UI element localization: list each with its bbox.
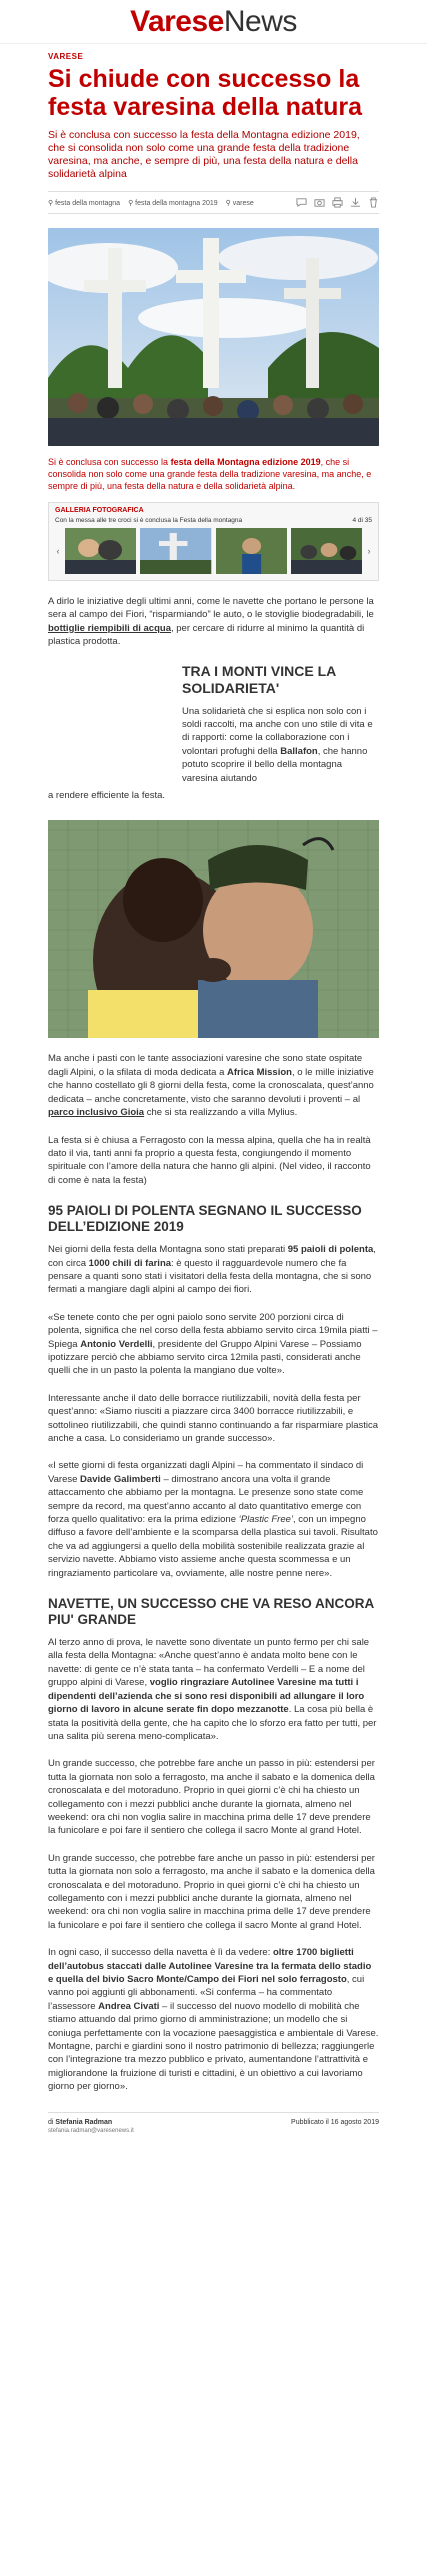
pull-title: TRA I MONTI VINCE LA SOLIDARIETA' bbox=[182, 662, 336, 696]
published-date: Pubblicato il 16 agosto 2019 bbox=[291, 2118, 379, 2126]
pull-spacer bbox=[48, 663, 168, 785]
paragraph-passo-in-piu-2: Un grande successo, che potrebbe fare anche un passo in più: estendersi per tutta la giornata non solo a ferragosto, ma anche il sabato e la domenica della cronoscalata e del motoraduno. Proprio in quei giorni c’è chi ha chiesto un collegamento con i mezzi pubblici anche durante la giornata, almeno nel weekend: ora chi non voglia salire in macchina prima delle 17 deve prendere la funicolare e poi fare il sentiero che collega il sacro Monte al grand Hotel. bbox=[48, 1852, 375, 1931]
image-alpine-hug bbox=[48, 820, 379, 1038]
gallery-counter: 4 di 35 bbox=[352, 517, 372, 524]
paragraph-galimberti: «I sette giorni di festa organizzati dagli Alpini – ha commentato il sindaco di Varese Davide Galimberti – dimostrano ancora una volta il grande attaccamento che abbiamo per la montagna. Le presenze sono state come sempre da record, ma quest’anno accanto al dato quantitativo emerge con forza quello qualitativo: era la prima edizione ‘Plastic Free’, con un impegno diffuso a favore dell’ambiente e la scomparsa della plastica sui tavoli. Risultato che va ad aggiungersi a quello della mobilità sostenibile realizzata grazie al servizio navette. Abbiamo visto assieme anche questa scommessa e un ringraziamento particolare va, ovviamente, alle nostre penne nere». bbox=[48, 1460, 378, 1579]
article-lead: Si è conclusa con successo la festa della Montagna edizione 2019, che si consolida non solo come una grande festa della tradizione varesina, ma anche, e sempre di più, una festa della natura e della solidarietà alpina bbox=[48, 129, 360, 180]
article-category[interactable]: VARESE bbox=[48, 52, 84, 61]
tag-item[interactable]: ⚲ festa della montagna bbox=[48, 199, 121, 207]
pull-text: Una solidarietà che si esplica non solo con i soldi raccolti, ma anche con uno stile di vita e di rapporti: come la collaborazione con i volontari profughi della Ballafon, che hanno potuto scoprire il bello della montagna varesina aiutando bbox=[182, 705, 373, 784]
tag-item[interactable]: ⚲ festa della montagna 2019 bbox=[128, 199, 218, 207]
author-name[interactable]: di Stefania Radman bbox=[48, 2118, 113, 2126]
site-header bbox=[0, 0, 427, 44]
paragraph-navette: A dirlo le iniziative degli ultimi anni, come le navette che portano le persone la sera al campo dei Fiori, “risparmiando” le auto, o le stoviglie biodegradabili, le bottiglie riempibili di acqua, per cercare di ridurre al minimo la quantità di plastica prodotta. bbox=[48, 596, 374, 648]
gallery-thumb[interactable] bbox=[65, 528, 136, 574]
article-footer bbox=[48, 2112, 379, 2134]
comment-icon[interactable] bbox=[295, 197, 307, 208]
pull-quote-block bbox=[48, 663, 379, 785]
site-logo[interactable] bbox=[130, 4, 297, 38]
gallery-label: GALLERIA FOTOGRAFICA bbox=[55, 507, 144, 514]
paragraph-ferragosto: La festa si è chiusa a Ferragosto con la messa alpina, quella che ha in realtà dato il via, tanti anni fa proprio a questa festa, congiungendo il momento spirituale con l’amore della natura che hanno gli alpini. (Nel video, il racconto di come è nata la festa) bbox=[48, 1134, 371, 1186]
paragraph-verdelli: «Se tenete conto che per ogni paiolo sono servite 200 porzioni circa di polenta, significa che nel corso della festa abbiamo servito circa 19mila piatti – Spiega Antonio Verdelli, presidente del Gruppo Alpini Varese – Possiamo ipotizzare perciò che abbiamo servito circa 12mila pasti, considerati anche quelli che in un pasto la polenta la mangiano due volte». bbox=[48, 1311, 378, 1377]
author-email[interactable]: stefania.radman@varesenews.it bbox=[48, 2127, 134, 2134]
trash-icon[interactable] bbox=[367, 197, 379, 208]
pull-tail: a rendere efficiente la festa. bbox=[48, 790, 166, 802]
heading-navette: NAVETTE, UN SUCCESSO CHE VA RESO ANCORA PIU' GRANDE bbox=[48, 1596, 374, 1628]
paragraph-borracce: Interessante anche il dato delle borracce riutilizzabili, novità della festa per quest’anno: «Siamo riusciti a piazzare circa 3400 borracce riutilizzabili, e sottolineo riutilizzabili, che quindi stanno continuando a far risparmiare plastica anche a casa. Lo consideriamo un grande successo». bbox=[48, 1392, 379, 1444]
print-icon[interactable] bbox=[331, 197, 343, 208]
gallery-thumb[interactable] bbox=[216, 528, 287, 574]
author-block bbox=[48, 2119, 134, 2134]
heading-polenta: 95 PAIOLI DI POLENTA SEGNANO IL SUCCESSO DELL’EDIZIONE 2019 bbox=[48, 1203, 362, 1235]
camera-icon[interactable] bbox=[313, 197, 325, 208]
logo-part-varese: Varese bbox=[130, 4, 224, 38]
paragraph-paioli: Nei giorni della festa della Montagna sono stati preparati 95 paioli di polenta, con circa 1000 chili di farina: è questo il ragguardevole numero che fa pensare a quanti sono stati i visitatori della festa della montagna, che si sono fermati a mangiare dagli alpini al campo dei fiori. bbox=[48, 1244, 376, 1296]
download-icon[interactable] bbox=[349, 197, 361, 208]
article-container bbox=[0, 52, 427, 2134]
article-meta-bar bbox=[48, 191, 379, 214]
hero-caption: Si è conclusa con successo la festa della Montagna edizione 2019, che si consolida non solo come una grande festa della tradizione varesina, ma anche, e sempre di più, una festa della natura e della solidarietà alpina. bbox=[48, 457, 372, 491]
article-title: Si chiude con successo la festa varesina della natura bbox=[48, 65, 363, 121]
gallery-thumb[interactable] bbox=[291, 528, 362, 574]
article-tools bbox=[295, 197, 379, 208]
gallery-thumbnails bbox=[55, 528, 372, 574]
logo-part-news: News bbox=[223, 4, 297, 38]
gallery-subtitle[interactable]: Con la messa alle tre croci si è conclusa la Festa della montagna bbox=[55, 517, 243, 524]
chevron-right-icon[interactable]: › bbox=[367, 546, 371, 556]
hero-image-crosses bbox=[48, 228, 379, 446]
tag-item[interactable]: ⚲ varese bbox=[225, 199, 254, 207]
link-bottiglie[interactable]: bottiglie riempibili di acqua bbox=[48, 622, 171, 634]
photo-gallery bbox=[48, 502, 379, 581]
tag-list bbox=[48, 199, 254, 207]
gallery-thumb[interactable] bbox=[140, 528, 211, 574]
link-parco-gioia[interactable]: parco inclusivo Gioia bbox=[48, 1107, 145, 1119]
paragraph-pasti: Ma anche i pasti con le tante associazioni varesine che sono state ospitate dagli Alpini, o la sfilata di moda dedicata a Africa Mission, o le mille iniziative che hanno costellato gli 8 giorni della festa, come la cronoscalata, quest’anno dedicata – anche concretamente, visto che saranno devoluti i proventi – al parco inclusivo Gioia che si sta realizzando a villa Mylius. bbox=[48, 1053, 374, 1119]
chevron-left-icon[interactable]: ‹ bbox=[56, 546, 60, 556]
gallery-subtitle-row bbox=[55, 517, 372, 524]
paragraph-passo-in-piu-1: Un grande successo, che potrebbe fare anche un passo in più: estendersi per tutta la giornata non solo a ferragosto, ma anche il sabato e la domenica della cronoscalata e del motoraduno. Proprio in quei giorni c’è chi ha chiesto un collegamento con i mezzi pubblici anche durante la giornata, almeno nel weekend: ora chi non voglia salire in macchina prima delle 17 deve prendere la funicolare e poi fare il sentiero che collega il sacro Monte al grand Hotel. bbox=[48, 1758, 375, 1837]
pull-content bbox=[182, 663, 379, 785]
paragraph-civati: In ogni caso, il successo della navetta è lì da vedere: oltre 1700 biglietti dell’autobus staccati dalle Autolinee Varesine tra la fermata dello stadio e quella del bivio Sacro Monte/Campo dei Fiori nel solo ferragosto, cui vanno poi aggiunti gli abbonamenti. «Si conferma – ha commentato l’assessore Andrea Civati – il successo del nuovo modello di mobilità che stiamo attuando dal primo giorno di amministrazione; un modello che si coniuga perfettamente con la vocazione paesaggistica e ambientale di Varese. Montagne, parchi e giardini sono il nostro patrimonio di bellezza; raggiungerle con l’integrazione tra mezzo pubblico e privato, aumentandone l’attrattività e migliorandone la fruizione di turisti e cittadini, è un obiettivo a cui lavoriamo giorno per giorno». bbox=[48, 1947, 379, 2093]
paragraph-terzo-anno: Al terzo anno di prova, le navette sono diventate un punto fermo per chi sale alla festa della Montagna: «Anche quest’anno è andata molto bene con le navette: di gente ce n’è stata tanta – ha confermato Verdelli – E a nome del gruppo alpini di Varese, voglio ringraziare Autolinee Varesine ma tutti i dipendenti dell’azienda che si sono resi disponibili ad allungare il loro giorno di lavoro in alcune serate fin dopo mezzanotte. La cosa più bella è stata la positività della gente, che ha capito che lo sforzo era fatto per tutti, per una salita più serena meno-complicata». bbox=[48, 1637, 377, 1742]
